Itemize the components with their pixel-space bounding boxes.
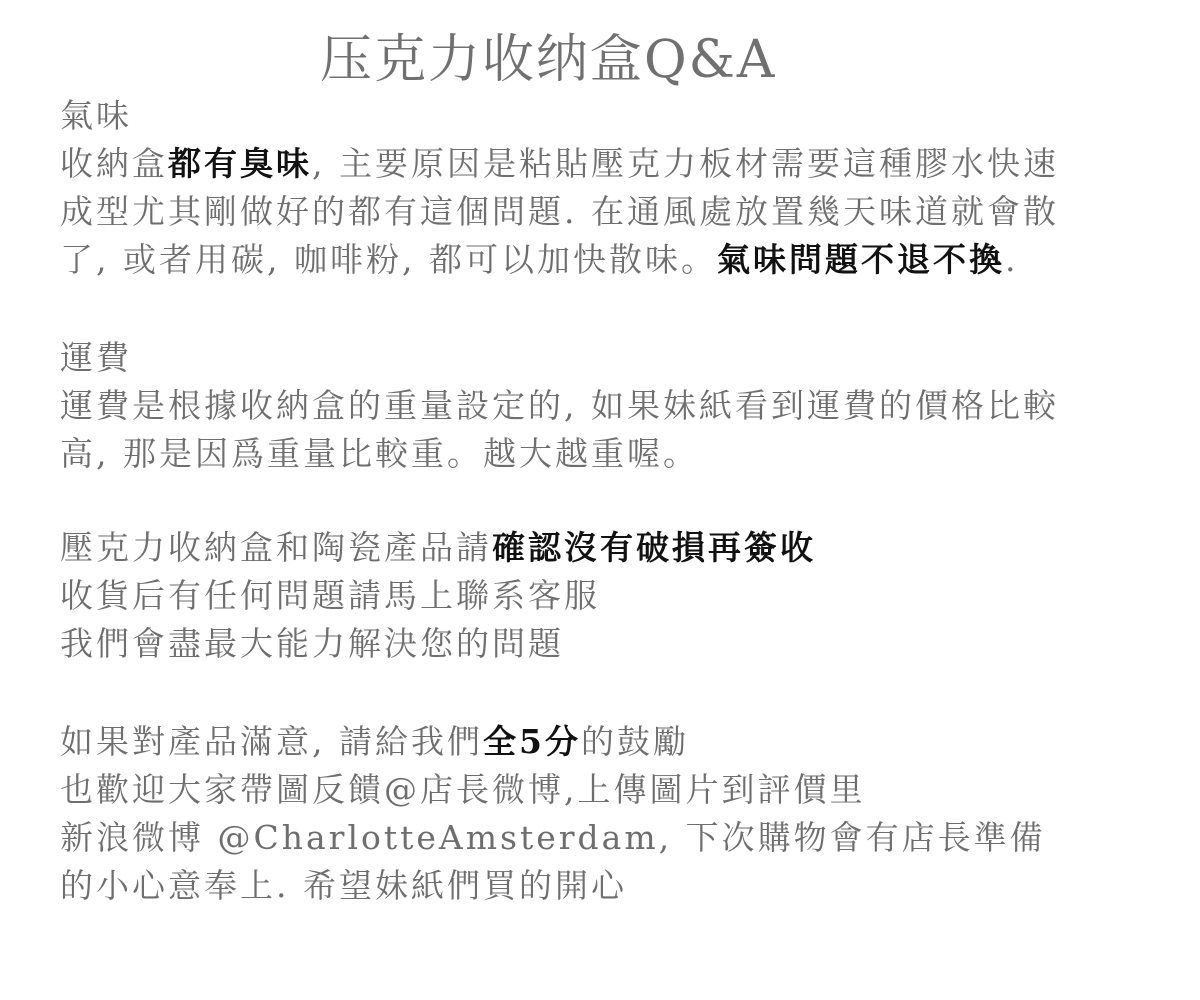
inspection-text-line-1 <box>60 524 1190 572</box>
section-heading-smell: 氣味 <box>60 96 132 135</box>
smell-emphasis: 都有臭味 <box>168 144 312 183</box>
smell-text-plain: , 主要原因是粘貼壓克力板材需要這種膠水快速 <box>312 144 1059 183</box>
shipping-text-line-1: 運費是根據收納盒的重量設定的, 如果妹紙看到運費的價格比較 <box>60 386 1059 425</box>
section-heading-shipping: 運費 <box>60 338 132 377</box>
smell-text-line-1 <box>60 140 1190 188</box>
inspection-emphasis: 確認沒有破損再簽收 <box>492 528 816 567</box>
section-review <box>60 718 1190 910</box>
page-title: 压克力收纳盒Q&A <box>320 30 777 90</box>
review-text-line-3: 新浪微博 @CharlotteAmsterdam, 下次購物會有店長準備 <box>60 818 1046 857</box>
smell-text-plain: 了, 或者用碳, 咖啡粉, 都可以加快散味。 <box>60 240 717 279</box>
section-smell <box>60 92 1190 284</box>
review-text-line-2: 也歡迎大家帶圖反饋@店長微博,上傳圖片到評價里 <box>60 770 866 809</box>
inspection-text-line-2: 收貨后有任何問題請馬上聯系客服 <box>60 576 600 615</box>
smell-no-return-notice: 氣味問題不退不換 <box>716 240 1005 279</box>
inspection-text-line-3: 我們會盡最大能力解決您的問題 <box>60 624 564 663</box>
smell-text-line-3 <box>60 236 1190 284</box>
review-rating-emphasis: 全5分 <box>482 722 581 761</box>
shipping-text-line-2: 高, 那是因爲重量比較重。越大越重喔。 <box>60 434 699 473</box>
review-text-line-4: 的小心意奉上. 希望妹紙們買的開心 <box>60 866 627 905</box>
smell-text-line-2: 成型尤其剛做好的都有這個問題. 在通風處放置幾天味道就會散 <box>60 192 1059 231</box>
inspection-text-plain: 壓克力收納盒和陶瓷產品請 <box>60 528 492 567</box>
smell-text-plain: 收納盒 <box>60 144 168 183</box>
smell-text-plain: . <box>1004 240 1019 279</box>
section-shipping <box>60 334 1190 478</box>
section-inspection <box>60 524 1190 668</box>
review-text-plain: 如果對產品滿意, 請給我們 <box>60 722 483 761</box>
review-text-line-1 <box>60 718 1190 766</box>
review-text-plain: 的鼓勵 <box>580 722 689 761</box>
